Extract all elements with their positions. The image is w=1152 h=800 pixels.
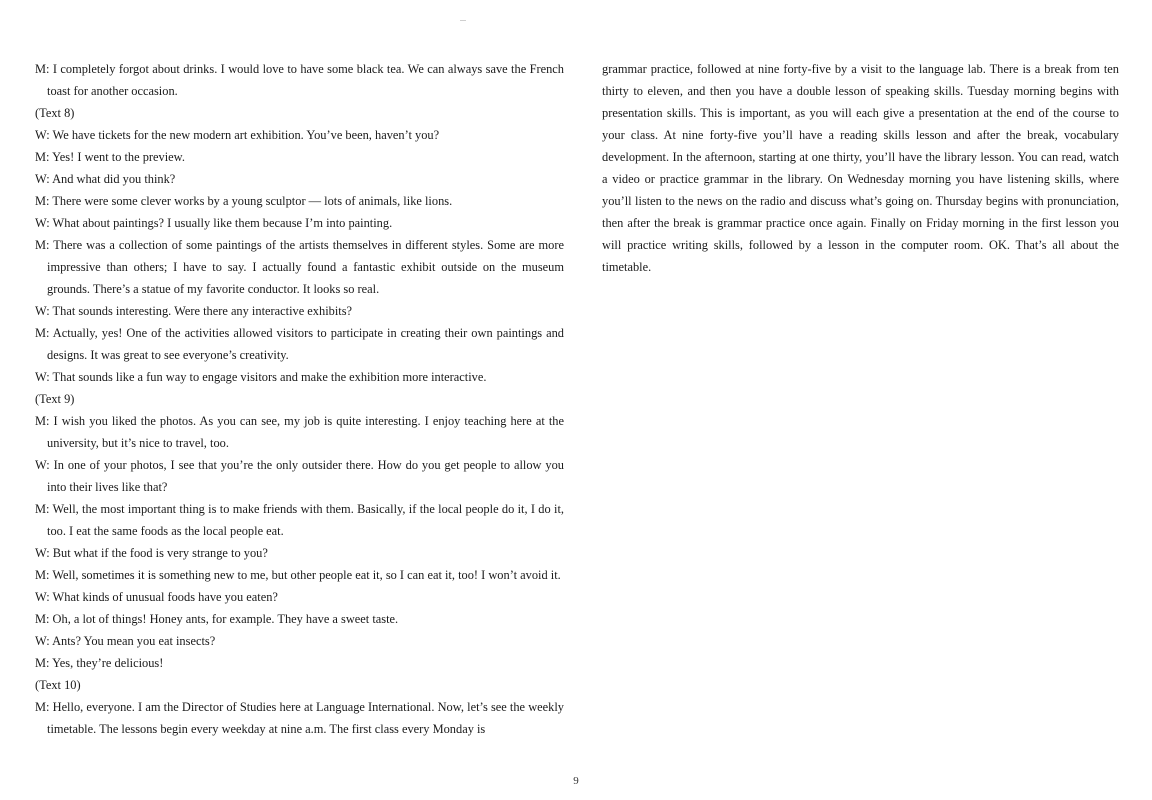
paragraph: grammar practice, followed at nine forty-five by a visit to the language lab. There is a break from ten thirty to eleven, and then you have a double lesson of speaking skills. Tuesday morning begins with presentation skills. This is important, as you will each give a presentation at the end of the course to your class. At nine forty-five you’ll have a reading skills lesson and after the break, vocabulary development. In the afternoon, starting at one thirty, you’ll have the library lesson. You can read, watch a video or practice grammar in the library. On Wednesday morning you have listening skills, where you’ll listen to the news on the radio and discuss what’s going on. Thursday begins with pronunciation, then after the break is grammar practice once again. Finally on Friday morning in the first lesson you will practice writing skills, followed by a lesson in the computer room. OK. That’s all about the timetable. (602, 62, 1119, 274)
paragraph: W: But what if the food is very strange to you? (35, 546, 268, 560)
section-heading-text-10: (Text 10) (35, 678, 81, 692)
paragraph: M: I completely forgot about drinks. I would love to have some black tea. We can always save the French toast for another occasion. (35, 62, 564, 98)
paragraph: M: Actually, yes! One of the activities allowed visitors to participate in creating their own paintings and designs. It was great to see everyone’s creativity. (35, 326, 564, 362)
paragraph: W: We have tickets for the new modern art exhibition. You’ve been, haven’t you? (35, 128, 440, 142)
paragraph: M: There were some clever works by a young sculptor — lots of animals, like lions. (35, 194, 453, 208)
paragraph: W: What about paintings? I usually like them because I’m into painting. (35, 216, 393, 230)
right-column (602, 58, 1119, 278)
paragraph: W: Ants? You mean you eat insects? (35, 634, 216, 648)
paragraph: M: Yes, they’re delicious! (35, 656, 164, 670)
paragraph: W: That sounds like a fun way to engage visitors and make the exhibition more interactive. (35, 370, 487, 384)
paragraph: M: Hello, everyone. I am the Director of Studies here at Language International. Now, let’s see the weekly timetable. The lessons begin every weekday at nine a.m. The first class every Monday is (35, 700, 564, 736)
section-heading-text-8: (Text 8) (35, 106, 75, 120)
paragraph: M: There was a collection of some paintings of the artists themselves in different styles. Some are more impressive than others; I have to say. I actually found a fantastic exhibit outside on the museum grounds. There’s a statue of my favorite conductor. It looks so real. (35, 238, 564, 296)
section-heading-text-9: (Text 9) (35, 392, 75, 406)
page-number: 9 (573, 775, 579, 787)
paragraph: W: And what did you think? (35, 172, 176, 186)
top-artifact-mark (460, 20, 466, 21)
paragraph: M: Well, the most important thing is to make friends with them. Basically, if the local people do it, I do it, too. I eat the same foods as the local people eat. (35, 502, 564, 538)
paragraph: M: Yes! I went to the preview. (35, 150, 185, 164)
paragraph: W: What kinds of unusual foods have you eaten? (35, 590, 278, 604)
left-column (35, 58, 564, 740)
paragraph: M: I wish you liked the photos. As you can see, my job is quite interesting. I enjoy teaching here at the university, but it’s nice to travel, too. (35, 414, 564, 450)
paragraph: M: Oh, a lot of things! Honey ants, for example. They have a sweet taste. (35, 612, 399, 626)
paragraph: W: In one of your photos, I see that you’re the only outsider there. How do you get people to allow you into their lives like that? (35, 458, 564, 494)
paragraph: W: That sounds interesting. Were there any interactive exhibits? (35, 304, 353, 318)
paragraph: M: Well, sometimes it is something new to me, but other people eat it, so I can eat it, too! I won’t avoid it. (35, 568, 561, 582)
